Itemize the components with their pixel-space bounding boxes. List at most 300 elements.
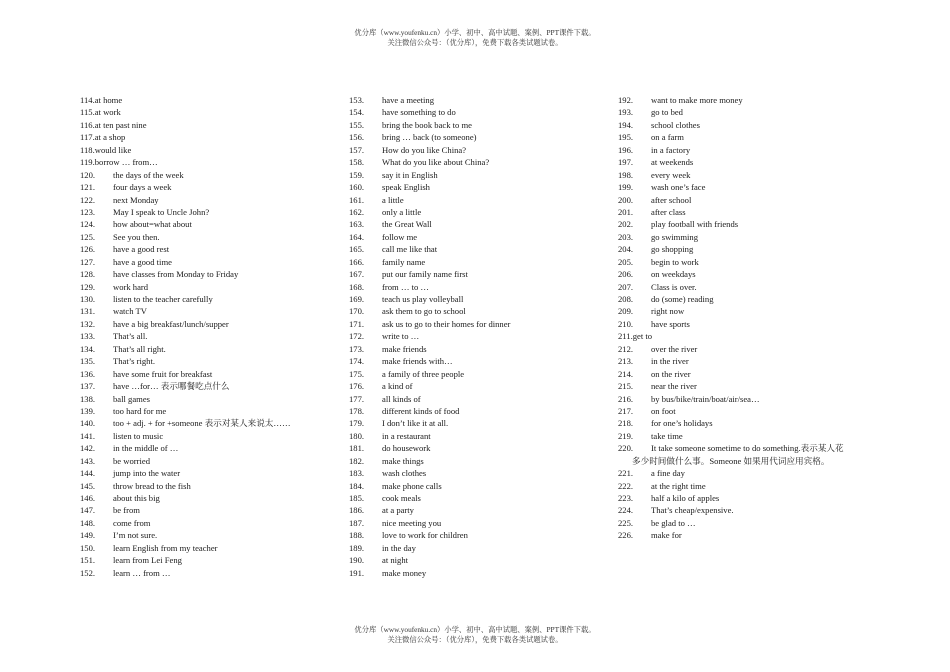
item-phrase: next Monday	[113, 194, 159, 205]
item-number: 222.	[618, 480, 634, 491]
item-number: 176.	[349, 381, 365, 392]
item-number: 225.	[618, 517, 634, 528]
item-phrase: jump into the water	[113, 468, 181, 479]
item-number: 140.	[80, 418, 96, 429]
item-phrase: four days a week	[113, 182, 172, 193]
item-number: 217.	[618, 405, 634, 416]
item-number: 123.	[80, 206, 96, 217]
list-item	[80, 455, 335, 467]
list-item	[80, 430, 335, 442]
item-phrase: want to make more money	[651, 95, 743, 105]
item-phrase: have a good rest	[113, 244, 170, 255]
item-phrase: by bus/bike/train/boat/air/sea…	[651, 393, 760, 404]
item-phrase: in a restaurant	[382, 430, 431, 441]
item-phrase: at work	[94, 107, 121, 118]
item-phrase: have …for… 表示哪餐吃点什么	[113, 381, 230, 392]
item-number: 151.	[80, 555, 96, 566]
item-number: 134.	[80, 343, 96, 354]
list-item	[618, 256, 878, 268]
list-item	[349, 368, 604, 380]
item-phrase: on weekdays	[651, 269, 696, 280]
item-number: 166.	[349, 256, 365, 267]
item-number: 221.	[618, 468, 634, 479]
list-item	[80, 393, 335, 405]
item-phrase: have a meeting	[382, 95, 435, 105]
list-item	[349, 455, 604, 467]
item-number: 114.	[80, 95, 95, 105]
phrase-column-2	[349, 94, 604, 579]
list-item	[349, 231, 604, 243]
item-number: 192.	[618, 95, 634, 105]
item-number: 211.	[618, 331, 633, 342]
item-phrase: make money	[382, 567, 427, 578]
item-number: 132.	[80, 318, 96, 329]
item-phrase: make phone calls	[382, 480, 442, 491]
item-number: 214.	[618, 368, 634, 379]
item-number: 148.	[80, 517, 96, 528]
item-phrase: would like	[94, 144, 132, 155]
item-phrase: ask them to go to school	[382, 306, 466, 317]
list-item	[80, 368, 335, 380]
list-item	[618, 119, 878, 131]
list-item	[349, 281, 604, 293]
item-phrase: on a farm	[651, 132, 684, 143]
list-item	[349, 243, 604, 255]
item-number: 146.	[80, 493, 96, 503]
list-item	[80, 343, 335, 355]
item-phrase: That’s all right.	[113, 343, 166, 354]
list-item	[80, 144, 335, 156]
item-phrase: teach us play volleyball	[382, 294, 464, 304]
item-number: 139.	[80, 405, 96, 416]
item-number: 124.	[80, 219, 96, 230]
item-number: 201.	[618, 206, 634, 217]
item-phrase: have classes from Monday to Friday	[113, 269, 239, 280]
item-number: 170.	[349, 306, 365, 317]
list-item	[80, 529, 335, 541]
item-phrase: bring the book back to me	[382, 119, 472, 130]
item-phrase: listen to music	[113, 430, 164, 441]
item-phrase: ball games	[113, 393, 150, 404]
item-number: 216.	[618, 393, 634, 404]
item-phrase: half a kilo of apples	[651, 493, 720, 504]
footer-line-2: 关注微信公众号：（优分库），免费下载各类试题试卷。	[387, 634, 563, 644]
item-phrase: at a shop	[94, 132, 126, 143]
item-number: 187.	[349, 517, 365, 528]
item-phrase: work hard	[113, 281, 149, 292]
phrase-column-3	[618, 94, 878, 542]
list-item	[618, 218, 878, 230]
list-item	[618, 181, 878, 193]
item-phrase: call me like that	[382, 244, 438, 255]
list-item	[618, 194, 878, 206]
list-item	[618, 330, 878, 342]
item-phrase: the days of the week	[113, 169, 184, 180]
item-phrase: wash one’s face	[651, 182, 706, 193]
item-number: 159.	[349, 169, 365, 180]
item-number: 149.	[80, 530, 96, 541]
list-item	[80, 554, 335, 566]
item-phrase: follow me	[382, 231, 418, 242]
item-phrase: nice meeting you	[382, 517, 442, 528]
item-phrase-continued: 多少时间做什么事。Someone 如果用代词应用宾格。	[632, 455, 830, 466]
item-phrase: school clothes	[651, 119, 700, 130]
list-item	[80, 218, 335, 230]
item-phrase: cook meals	[382, 493, 421, 503]
list-item	[618, 343, 878, 355]
item-phrase: only a little	[382, 206, 422, 217]
item-number: 210.	[618, 318, 634, 329]
list-item	[618, 106, 878, 118]
list-item	[349, 218, 604, 230]
list-item	[349, 330, 604, 342]
item-phrase: be worried	[113, 455, 150, 466]
item-phrase: different kinds of food	[382, 405, 460, 416]
item-phrase: That’s all.	[113, 331, 148, 342]
item-number: 207.	[618, 281, 634, 292]
list-item	[80, 480, 335, 492]
list-item	[80, 281, 335, 293]
item-phrase: wash clothes	[382, 468, 427, 479]
list-item	[80, 169, 335, 181]
list-item	[349, 144, 604, 156]
list-item	[349, 567, 604, 579]
item-phrase: have some fruit for breakfast	[113, 368, 213, 379]
list-item	[349, 293, 604, 305]
item-phrase: at a party	[382, 505, 414, 516]
item-number: 190.	[349, 555, 365, 566]
item-phrase: how about=what about	[113, 219, 192, 230]
item-number: 127.	[80, 256, 96, 267]
list-item	[349, 131, 604, 143]
item-phrase: have sports	[651, 318, 690, 329]
list-item	[349, 318, 604, 330]
list-item	[618, 144, 878, 156]
item-phrase: in the river	[651, 356, 689, 367]
list-item	[618, 368, 878, 380]
item-number: 191.	[349, 567, 365, 578]
item-number: 226.	[618, 530, 634, 541]
item-number: 199.	[618, 182, 634, 193]
list-item	[618, 504, 878, 516]
list-item	[618, 281, 878, 293]
item-phrase: love to work for children	[382, 530, 468, 541]
item-phrase: bring … back (to someone)	[382, 132, 477, 143]
page-footer	[0, 625, 950, 644]
item-number: 169.	[349, 294, 365, 304]
item-phrase: the Great Wall	[382, 219, 432, 230]
item-phrase: Class is over.	[651, 281, 697, 292]
item-number: 172.	[349, 331, 365, 342]
item-phrase: in the middle of …	[113, 443, 179, 454]
list-item	[618, 393, 878, 405]
list-item	[80, 517, 335, 529]
footer-line-1: 优分库（www.youfenku.cn）小学、初中、高中试题、案例、PPT课件下载。	[354, 625, 596, 634]
item-number: 203.	[618, 231, 634, 242]
list-item	[80, 156, 335, 168]
item-phrase: go swimming	[651, 231, 699, 242]
list-item	[80, 417, 335, 429]
item-number: 181.	[349, 443, 365, 454]
list-item	[349, 517, 604, 529]
item-phrase: in a factory	[651, 144, 691, 155]
item-phrase: on the river	[651, 368, 691, 379]
item-phrase: say it in English	[382, 169, 438, 180]
item-number: 208.	[618, 294, 634, 304]
item-phrase: make friends with…	[382, 356, 453, 367]
list-item	[618, 405, 878, 417]
list-item	[349, 194, 604, 206]
item-number: 179.	[349, 418, 365, 429]
item-number: 125.	[80, 231, 96, 242]
list-item	[80, 504, 335, 516]
item-number: 126.	[80, 244, 96, 255]
item-phrase: make for	[651, 530, 682, 541]
list-item	[618, 131, 878, 143]
list-item	[80, 94, 335, 106]
list-item	[618, 169, 878, 181]
item-number: 212.	[618, 343, 634, 354]
item-phrase: in the day	[382, 542, 416, 553]
list-item	[80, 380, 335, 392]
list-item	[80, 293, 335, 305]
item-phrase: too hard for me	[113, 405, 167, 416]
item-number: 121.	[80, 182, 96, 193]
item-phrase: I don’t like it at all.	[382, 418, 449, 429]
item-phrase: do housework	[382, 443, 431, 454]
item-number: 163.	[349, 219, 365, 230]
list-item	[80, 256, 335, 268]
item-number: 160.	[349, 182, 365, 193]
item-phrase: go shopping	[651, 244, 694, 255]
item-phrase: near the river	[651, 381, 697, 392]
list-item	[349, 442, 604, 454]
item-number: 177.	[349, 393, 365, 404]
item-number: 206.	[618, 269, 634, 280]
item-number: 154.	[349, 107, 365, 118]
list-item	[349, 106, 604, 118]
item-number: 180.	[349, 430, 365, 441]
list-item	[349, 119, 604, 131]
item-phrase: at night	[382, 555, 409, 566]
item-phrase: write to …	[382, 331, 420, 342]
list-item	[80, 131, 335, 143]
item-phrase: from … to …	[382, 281, 430, 292]
item-number: 186.	[349, 505, 365, 516]
phrase-column-1	[80, 94, 335, 579]
list-item	[349, 169, 604, 181]
item-phrase: That’s right.	[113, 356, 156, 367]
item-phrase: about this big	[113, 493, 160, 503]
item-number: 130.	[80, 294, 96, 304]
item-number: 117.	[80, 132, 95, 143]
item-number: 200.	[618, 194, 634, 205]
list-item	[80, 305, 335, 317]
item-number: 141.	[80, 430, 96, 441]
item-phrase: borrow … from…	[94, 157, 158, 168]
item-number: 145.	[80, 480, 96, 491]
list-item	[80, 492, 335, 504]
list-item	[349, 268, 604, 280]
item-phrase: a kind of	[382, 381, 413, 392]
item-phrase: learn from Lei Feng	[113, 555, 182, 566]
list-item	[349, 504, 604, 516]
item-number: 155.	[349, 119, 365, 130]
item-phrase: at weekends	[651, 157, 694, 168]
list-item	[618, 318, 878, 330]
item-phrase: ask us to go to their homes for dinner	[382, 318, 511, 329]
item-phrase: be glad to …	[651, 517, 696, 528]
item-number: 223.	[618, 493, 634, 504]
item-phrase: begin to work	[651, 256, 699, 267]
item-number: 215.	[618, 381, 634, 392]
item-phrase: every week	[651, 169, 691, 180]
item-number: 173.	[349, 343, 365, 354]
item-number: 165.	[349, 244, 365, 255]
item-number: 150.	[80, 542, 96, 553]
item-number: 131.	[80, 306, 96, 317]
list-item	[618, 305, 878, 317]
list-item	[80, 231, 335, 243]
item-number: 194.	[618, 119, 634, 130]
item-number: 144.	[80, 468, 96, 479]
list-item	[80, 567, 335, 579]
item-phrase: have a good time	[113, 256, 172, 267]
item-phrase: come from	[113, 517, 151, 528]
item-phrase: make things	[382, 455, 424, 466]
item-phrase: right now	[651, 306, 685, 317]
item-phrase: after class	[651, 206, 686, 217]
item-number: 218.	[618, 418, 634, 429]
item-number: 153.	[349, 95, 365, 105]
item-number: 133.	[80, 331, 96, 342]
item-number: 138.	[80, 393, 96, 404]
list-item	[618, 430, 878, 442]
item-phrase: speak English	[382, 182, 430, 193]
item-number: 171.	[349, 318, 365, 329]
list-item	[349, 355, 604, 367]
list-item	[80, 206, 335, 218]
list-item	[618, 268, 878, 280]
item-phrase: It take someone sometime to do something.表示某人花	[651, 443, 844, 454]
item-phrase: get to	[632, 331, 653, 342]
list-item	[80, 119, 335, 131]
list-item	[618, 467, 878, 479]
header-line-1: 优分库（www.youfenku.cn）小学、初中、高中试题、案例、PPT课件下载。	[354, 28, 596, 37]
item-phrase: make friends	[382, 343, 427, 354]
list-item	[618, 206, 878, 218]
list-item	[80, 194, 335, 206]
item-phrase: at the right time	[651, 480, 706, 491]
item-phrase: too + adj. + for +someone 表示对某人来说太……	[113, 418, 291, 429]
item-number: 129.	[80, 281, 96, 292]
item-phrase: That’s cheap/expensive.	[651, 505, 734, 516]
list-item	[618, 94, 878, 106]
item-number: 135.	[80, 356, 96, 367]
item-number: 137.	[80, 381, 96, 392]
list-item	[349, 480, 604, 492]
item-number: 162.	[349, 206, 365, 217]
list-item	[618, 243, 878, 255]
list-item	[618, 231, 878, 243]
item-phrase: listen to the teacher carefully	[113, 294, 213, 304]
item-number: 195.	[618, 132, 634, 143]
item-phrase: after school	[651, 194, 692, 205]
item-number: 115.	[80, 107, 95, 118]
item-number: 119.	[80, 157, 95, 168]
item-number: 118.	[80, 144, 95, 155]
item-number: 198.	[618, 169, 634, 180]
item-number: 185.	[349, 493, 365, 503]
item-phrase: watch TV	[113, 306, 147, 317]
item-phrase: have something to do	[382, 107, 456, 118]
item-phrase: take time	[651, 430, 683, 441]
list-item	[618, 417, 878, 429]
list-item	[349, 417, 604, 429]
item-phrase: throw bread to the fish	[113, 480, 191, 491]
item-phrase: How do you like China?	[382, 144, 467, 155]
item-number: 116.	[80, 119, 95, 130]
list-item	[349, 94, 604, 106]
item-number: 122.	[80, 194, 96, 205]
list-item	[80, 268, 335, 280]
item-phrase: put our family name first	[382, 269, 468, 280]
list-item	[349, 554, 604, 566]
item-phrase: a family of three people	[382, 368, 465, 379]
item-number: 189.	[349, 542, 365, 553]
item-number: 182.	[349, 455, 365, 466]
list-item	[349, 305, 604, 317]
item-phrase: I’m not sure.	[113, 530, 158, 541]
item-phrase: play football with friends	[651, 219, 739, 230]
item-phrase: a fine day	[651, 468, 685, 479]
list-item	[349, 181, 604, 193]
list-item	[349, 256, 604, 268]
list-item	[349, 206, 604, 218]
list-item	[80, 318, 335, 330]
list-item	[618, 380, 878, 392]
item-number: 220.	[618, 443, 634, 454]
item-number: 224.	[618, 505, 634, 516]
item-number: 158.	[349, 157, 365, 168]
item-number: 142.	[80, 443, 96, 454]
item-number: 120.	[80, 169, 96, 180]
list-item	[618, 156, 878, 168]
item-number: 209.	[618, 306, 634, 317]
item-phrase: go to bed	[651, 107, 683, 118]
header-line-2: 关注微信公众号：（优分库），免费下载各类试题试卷。	[387, 37, 563, 47]
list-item	[618, 517, 878, 529]
list-item	[80, 542, 335, 554]
list-item	[618, 355, 878, 367]
list-item	[80, 243, 335, 255]
item-phrase: have a big breakfast/lunch/supper	[113, 318, 229, 329]
item-number: 174.	[349, 356, 365, 367]
item-number: 168.	[349, 281, 365, 292]
item-number: 147.	[80, 505, 96, 516]
item-number: 161.	[349, 194, 365, 205]
item-phrase: do (some) reading	[651, 294, 714, 304]
item-phrase: learn English from my teacher	[113, 542, 218, 553]
item-number: 152.	[80, 567, 96, 578]
item-number: 219.	[618, 430, 634, 441]
item-number: 156.	[349, 132, 365, 143]
list-item	[80, 442, 335, 454]
list-item	[349, 492, 604, 504]
item-number: 184.	[349, 480, 365, 491]
list-item	[618, 442, 878, 467]
item-number: 167.	[349, 269, 365, 280]
